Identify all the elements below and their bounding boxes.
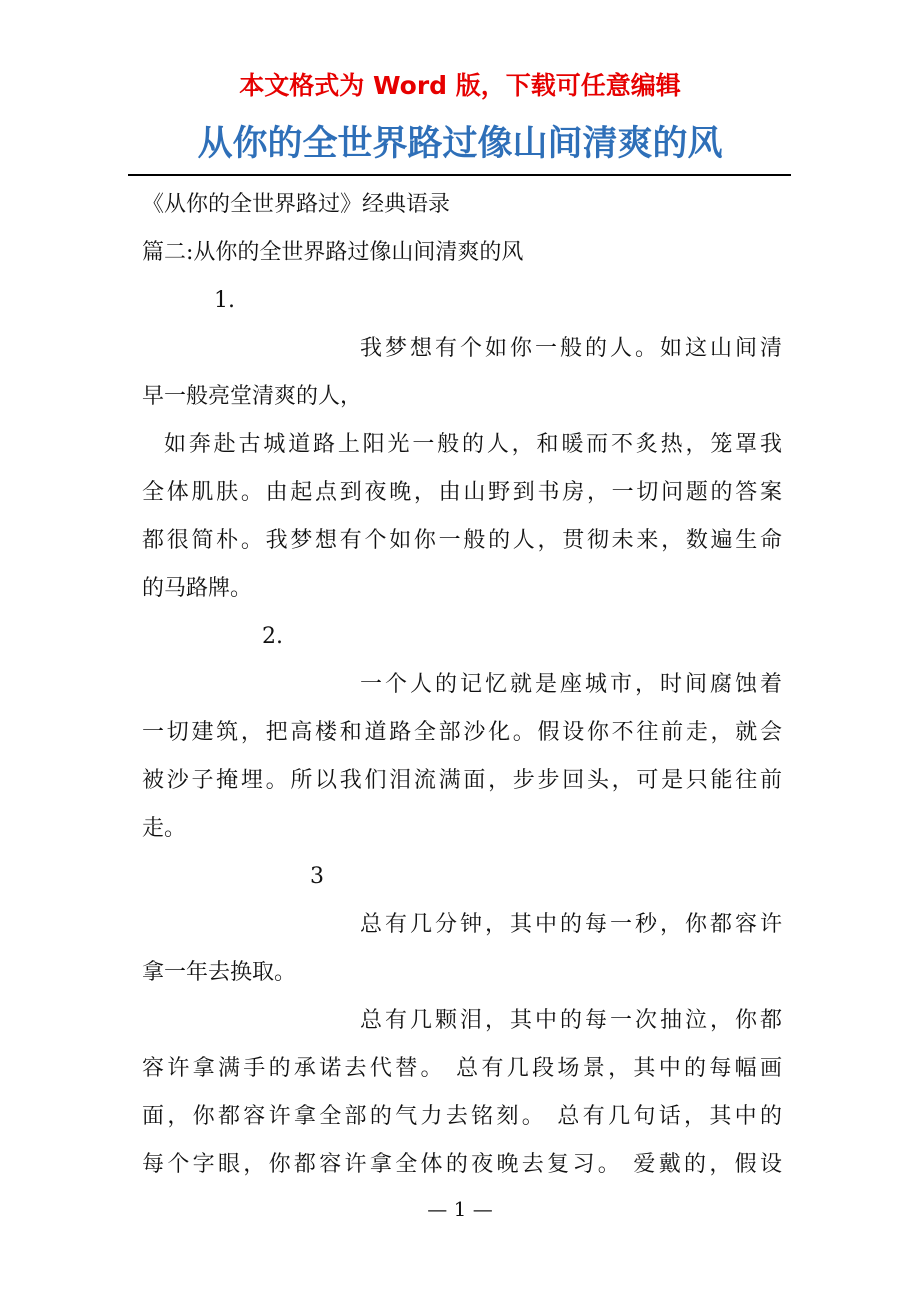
paragraph-line: 全体肌肤。由起点到夜晚，由山野到书房，一切问题的答案 xyxy=(142,480,782,505)
paragraph-line: 面，你都容许拿全部的气力去铭刻。 总有几句话，其中的 xyxy=(142,1104,782,1129)
section-number-3: 3 xyxy=(310,864,324,889)
subtitle-line: 《从你的全世界路过》经典语录 xyxy=(142,192,451,217)
paragraph-line: 总有几分钟，其中的每一秒，你都容许 xyxy=(360,912,782,937)
page-number: — 1 — xyxy=(427,1197,493,1221)
paragraph-line: 拿一年去换取。 xyxy=(142,960,297,985)
paragraph-line: 一个人的记忆就是座城市，时间腐蚀着 xyxy=(360,672,782,697)
paragraph-line: 都很简朴。我梦想有个如你一般的人，贯彻未来，数遍生命 xyxy=(142,528,782,553)
paragraph-line: 每个字眼，你都容许拿全体的夜晚去复习。 爱戴的，假设 xyxy=(142,1152,782,1177)
paragraph-line: 走。 xyxy=(142,816,187,841)
document-body xyxy=(142,181,782,1189)
paragraph-line: 容许拿满手的承诺去代替。 总有几段场景，其中的每幅画 xyxy=(142,1056,782,1081)
section-number-1: 1. xyxy=(214,288,235,313)
chapter-heading: 篇二:从你的全世界路过像山间清爽的风 xyxy=(142,240,524,265)
paragraph-line: 总有几颗泪，其中的每一次抽泣，你都 xyxy=(360,1008,782,1033)
paragraph-line: 早一般亮堂清爽的人， xyxy=(142,384,363,409)
paragraph-line: 被沙子掩埋。所以我们泪流满面，步步回头，可是只能往前 xyxy=(142,768,782,793)
document-title: 从你的全世界路过像山间清爽的风 xyxy=(197,123,723,164)
title-divider xyxy=(128,174,791,176)
paragraph-line: 一切建筑，把高楼和道路全部沙化。假设你不往前走，就会 xyxy=(142,720,782,745)
paragraph-line: 如奔赴古城道路上阳光一般的人，和暖而不炙热，笼罩我 xyxy=(164,432,782,457)
section-number-2: 2. xyxy=(262,624,283,649)
format-notice: 本文格式为 Word 版，下载可任意编辑 xyxy=(239,71,681,100)
paragraph-line: 的马路牌。 xyxy=(142,576,253,601)
paragraph-line: 我梦想有个如你一般的人。如这山间清 xyxy=(360,336,782,361)
